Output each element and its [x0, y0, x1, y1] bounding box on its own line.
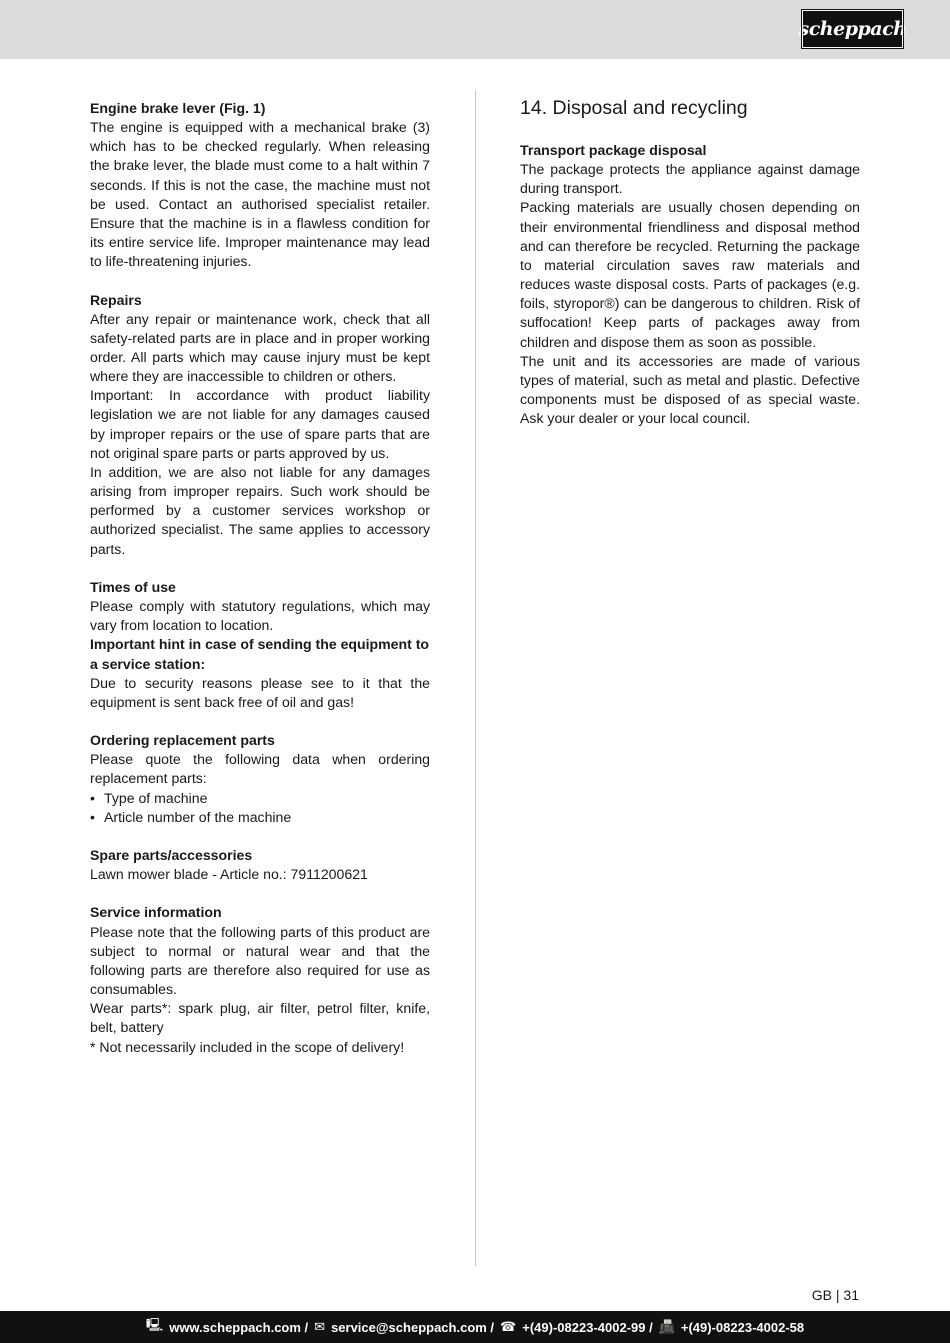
footer-phone: +(49)-08223-4002-99 / — [522, 1319, 653, 1335]
transport-heading: Transport package disposal — [520, 142, 707, 158]
section-heading-repairs: Repairs — [90, 291, 142, 308]
column-divider — [475, 90, 476, 1266]
ordering-list — [90, 789, 430, 827]
repairs-paragraph-2: Important: In accordance with product liability legislation we are not liable for any damages caused by improper repairs or the use of spare parts that are not original spare parts or parts approved by us. — [90, 387, 430, 461]
computer-icon: 🖳 — [145, 1317, 164, 1332]
footer-website-link[interactable]: www.scheppach.com / — [169, 1319, 309, 1335]
section-heading-service: Service information — [90, 904, 222, 921]
repairs-paragraph-3: In addition, we are also not liable for any damages arising from improper repairs. Such work should be performed by a customer services workshop or authorized specialist. The same applies to accessory parts. — [90, 463, 430, 557]
section-heading-brake: Engine brake lever (Fig. 1) — [90, 100, 266, 116]
footer-fax: +(49)-08223-4002-58 — [680, 1319, 805, 1335]
left-column — [90, 99, 430, 1057]
disposal-paragraph-2: Packing materials are usually chosen depending on their environmental friendliness and disposal method and can therefore be recycled. Returning the package to material circulation saves raw materials and reduces waste disposal costs. Parts of packages (e.g. foils, styropor®) can be dangerous to children. Risk of suffocation! Keep parts of packages away from children and dispose them as soon as possible. — [520, 199, 860, 350]
page-number: GB | 31 — [811, 1287, 859, 1303]
list-item: • Type of machine — [90, 789, 430, 808]
repairs-paragraph-1: After any repair or maintenance work, check that all safety-related parts are in place and in proper working order. All parts which may cause injury must be kept where they are inaccessible to children or others. — [90, 310, 430, 385]
service-paragraph-1: Please note that the following parts of this product are subject to normal or natural wear and that the following parts are therefore also required for use as consumables. — [90, 923, 430, 998]
times-text: Please comply with statutory regulations, which may vary from location to location. — [90, 598, 430, 634]
service-paragraph-3: * Not necessarily included in the scope of delivery! — [90, 1038, 405, 1055]
right-column — [520, 96, 860, 428]
service-paragraph-2: Wear parts*: spark plug, air filter, petrol filter, knife, belt, battery — [90, 1000, 430, 1036]
fax-icon: 📠 — [658, 1319, 675, 1334]
footer-bar — [0, 1311, 950, 1343]
spare-text: Lawn mower blade - Article no.: 7911200621 — [90, 866, 368, 883]
footer-email-link[interactable]: service@scheppach.com / — [331, 1319, 495, 1335]
section-heading-spare: Spare parts/accessories — [90, 847, 253, 864]
email-icon: ✉ — [314, 1319, 326, 1334]
brake-text: The engine is equipped with a mechanical brake (3) which has to be checked regularly. When releasing the brake lever, the blade must come to a halt within 7 seconds. If this is not the case, the machine must not be used. Contact an authorised specialist retailer. Ensure that the machine is in a flawless condition for its entire service life. Improper maintenance may lead to life-threatening injuries. — [90, 119, 430, 270]
disposal-paragraph-3: The unit and its accessories are made of various types of material, such as metal and plastic. Defective components must be disposed of as special waste. Ask your dealer or your local council. — [520, 352, 860, 427]
ordering-text: Please quote the following data when ordering replacement parts: — [90, 751, 430, 787]
phone-icon: ☎ — [500, 1319, 517, 1334]
section-title-disposal: 14. Disposal and recycling — [520, 97, 748, 119]
hint-heading: Important hint in case of sending the equipment to a service station: — [90, 636, 430, 672]
brand-logo: scheppach — [802, 10, 903, 48]
section-heading-ordering: Ordering replacement parts — [90, 732, 275, 749]
disposal-paragraph-1: The package protects the appliance against damage during transport. — [520, 161, 860, 197]
hint-text: Due to security reasons please see to it that the equipment is sent back free of oil and gas! — [90, 674, 430, 710]
section-heading-times: Times of use — [90, 578, 176, 595]
list-item: • Article number of the machine — [90, 808, 430, 827]
